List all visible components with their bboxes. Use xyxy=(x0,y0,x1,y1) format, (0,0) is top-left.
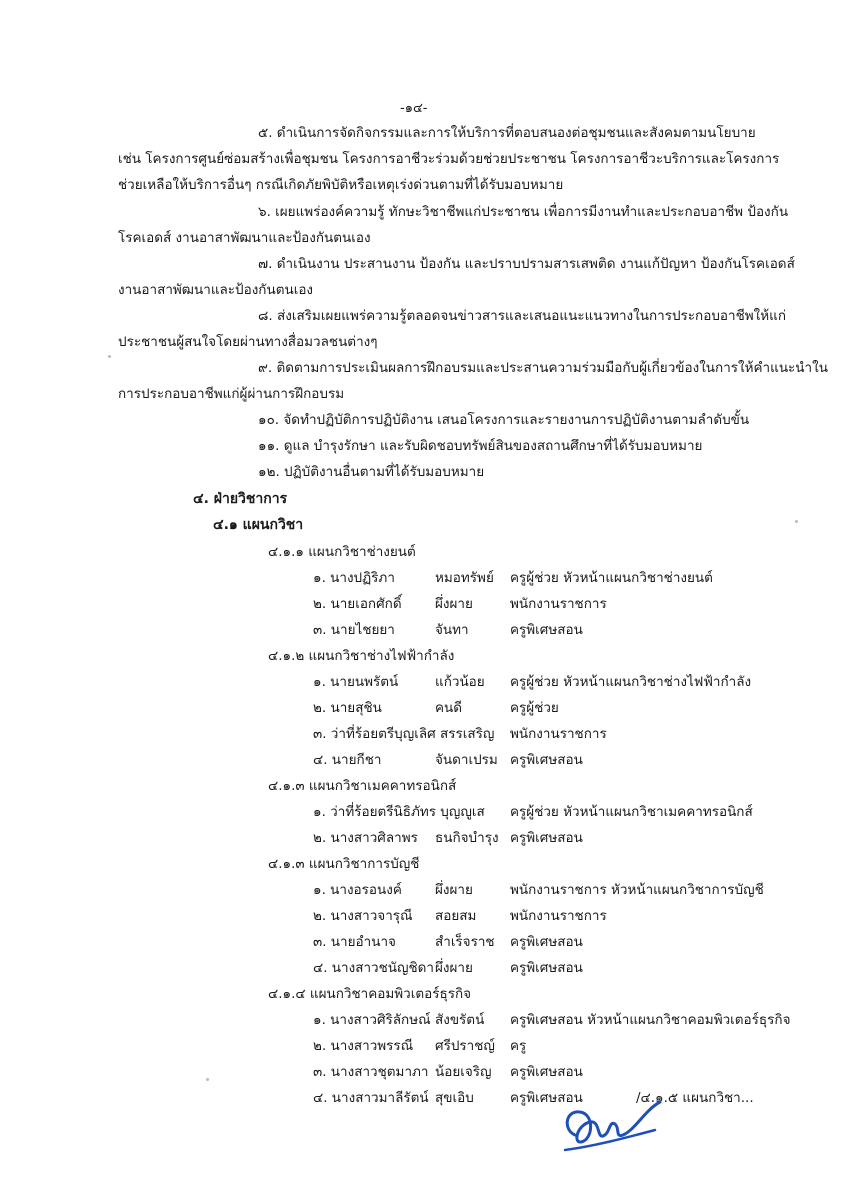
duty-6-line-2: โรคเอดส์ งานอาสาพัฒนาและป้องกันตนเอง xyxy=(118,230,371,246)
duty-7-line-1: ๗. ดำเนินงาน ประสานงาน ป้องกัน และปราบปรามสารเสพติด งานแก้ปัญหา ป้องกันโรคเอดส์ xyxy=(258,256,795,272)
member-position: ครูผู้ช่วย หัวหน้าแผนกวิชาช่างไฟฟ้ากำลัง xyxy=(510,674,752,690)
member-surname: ผึ่งผาย xyxy=(435,960,473,976)
member-position: ครูพิเศษสอน xyxy=(510,830,583,846)
duty-5-line-1: ๕. ดำเนินการจัดกิจกรรมและการให้บริการที่ตอบสนองต่อชุมชนและสังคมตามนโยบาย xyxy=(258,125,756,141)
member-position: ครูพิเศษสอน xyxy=(510,960,583,976)
scan-speck xyxy=(795,520,798,523)
continuation-note: /๔.๑.๕ แผนกวิชา... xyxy=(636,1090,754,1106)
duty-11: ๑๑. ดูแล บำรุงรักษา และรับผิดชอบทรัพย์สินของสถานศึกษาที่ได้รับมอบหมาย xyxy=(258,438,703,454)
member-position: ครูพิเศษสอน xyxy=(510,752,583,768)
member-name: ๒. นางสาวจารุณี xyxy=(313,908,413,924)
member-name: ๑. นางสาวศิริลักษณ์ xyxy=(313,1012,431,1028)
member-name: ๔. นางสาวชนัญชิดา xyxy=(313,960,435,976)
member-name: ๑. นางปฏิริภา xyxy=(313,570,395,586)
member-position: พนักงานราชการ xyxy=(510,596,607,612)
member-surname: ผึ่งผาย xyxy=(435,596,473,612)
member-position: ครูผู้ช่วย หัวหน้าแผนกวิชาช่างยนต์ xyxy=(510,570,713,586)
duty-5-line-3: ช่วยเหลือให้บริการอื่นๆ กรณีเกิดภัยพิบัติหรือเหตุเร่งด่วนตามที่ได้รับมอบหมาย xyxy=(118,177,564,193)
duty-8-line-2: ประชาชนผู้สนใจโดยผ่านทางสื่อมวลชนต่างๆ xyxy=(118,334,378,350)
member-name: ๓. นายไชยยา xyxy=(313,622,395,638)
duty-6-line-1: ๖. เผยแพร่องค์ความรู้ ทักษะวิชาชีพแก่ประชาชน เพื่อการมีงานทำและประกอบอาชีพ ป้องกัน xyxy=(258,204,789,220)
member-surname: จันดาเปรม xyxy=(435,752,498,768)
signature xyxy=(555,1080,675,1160)
member-name: ๓. ว่าที่ร้อยตรีบุญเลิศ สรรเสริญ xyxy=(313,726,495,742)
member-name: ๒. นายเอกศักดิ์ xyxy=(313,596,402,612)
member-name: ๑. นางอรอนงค์ xyxy=(313,882,402,898)
member-surname: ศรีปราชญ์ xyxy=(435,1038,495,1054)
scan-speck xyxy=(206,1078,209,1081)
duty-8-line-1: ๘. ส่งเสริมเผยแพร่ความรู้ตลอดจนข่าวสารและเสนอแนะแนวทางในการประกอบอาชีพให้แก่ xyxy=(258,308,787,324)
scan-speck xyxy=(108,355,111,358)
subsection-title: ๔.๑ แผนกวิชา xyxy=(213,517,304,533)
member-surname: จันทา xyxy=(435,622,469,638)
member-surname: สำเร็จราช xyxy=(435,934,495,950)
member-position: ครูพิเศษสอน xyxy=(510,622,583,638)
member-name: ๔. นางสาวมาลีรัตน์ xyxy=(313,1090,429,1106)
member-surname: สุขเอิบ xyxy=(435,1090,474,1106)
duty-9-line-2: การประกอบอาชีพแก่ผู้ผ่านการฝึกอบรม xyxy=(118,386,345,402)
member-surname: สังขรัตน์ xyxy=(435,1012,485,1028)
member-name: ๔. นายกีชา xyxy=(313,752,382,768)
duty-7-line-2: งานอาสาพัฒนาและป้องกันตนเอง xyxy=(118,282,314,298)
member-position: ครูผู้ช่วย หัวหน้าแผนกวิชาเมคคาทรอนิกส์ xyxy=(510,804,753,820)
duty-9-line-1: ๙. ติดตามการประเมินผลการฝึกอบรมและประสานความร่วมมือกับผู้เกี่ยวข้องในการให้คำแนะนำใน xyxy=(258,360,828,376)
member-name: ๓. นางสาวชุตมาภา xyxy=(313,1064,429,1080)
member-position: ครู xyxy=(510,1038,527,1054)
page-number: -๑๔- xyxy=(400,101,428,116)
member-surname: สอยสม xyxy=(435,908,477,924)
member-name: ๒. นางสาวพรรณี xyxy=(313,1038,414,1054)
member-surname: หมอทรัพย์ xyxy=(435,570,494,586)
department-title: ๔.๑.๑ แผนกวิชาช่างยนต์ xyxy=(268,544,416,560)
member-surname: น้อยเจริญ xyxy=(435,1064,492,1080)
duty-5-line-2: เช่น โครงการศูนย์ซ่อมสร้างเพื่อชุมชน โครงการอาชีวะร่วมด้วยช่วยประชาชน โครงการอาชีวะบริการและโครงการ xyxy=(118,151,780,167)
member-position: ครูพิเศษสอน xyxy=(510,1090,583,1106)
member-position: พนักงานราชการ xyxy=(510,726,607,742)
department-title: ๔.๑.๓ แผนกวิชาการบัญชี xyxy=(268,856,420,872)
duty-12: ๑๒. ปฏิบัติงานอื่นตามที่ได้รับมอบหมาย xyxy=(258,464,485,480)
member-position: พนักงานราชการ หัวหน้าแผนกวิชาการบัญชี xyxy=(510,882,764,898)
member-surname: แก้วน้อย xyxy=(435,674,485,690)
member-position: ครูพิเศษสอน หัวหน้าแผนกวิชาคอมพิวเตอร์ธุรกิจ xyxy=(510,1012,791,1028)
member-position: ครูพิเศษสอน xyxy=(510,1064,583,1080)
member-position: ครูผู้ช่วย xyxy=(510,700,559,716)
section-title: ๔. ฝ่ายวิชาการ xyxy=(193,491,288,507)
member-name: ๓. นายอำนาจ xyxy=(313,934,396,950)
department-title: ๔.๑.๒ แผนกวิชาช่างไฟฟ้ากำลัง xyxy=(268,648,455,664)
member-surname: ผึ่งผาย xyxy=(435,882,473,898)
member-name: ๒. นางสาวศิลาพร xyxy=(313,830,418,846)
member-surname: ธนกิจบำรุง xyxy=(435,830,499,846)
member-name: ๑. ว่าที่ร้อยตรีนิธิภัทร บุญญูเส xyxy=(313,804,485,820)
member-surname: คนดี xyxy=(435,700,463,716)
member-name: ๑. นายนพรัตน์ xyxy=(313,674,399,690)
duty-10: ๑๐. จัดทำปฏิบัติการปฏิบัติงาน เสนอโครงการและรายงานการปฏิบัติงานตามลำดับขั้น xyxy=(258,412,750,428)
member-position: ครูพิเศษสอน xyxy=(510,934,583,950)
member-position: พนักงานราชการ xyxy=(510,908,607,924)
department-title: ๔.๑.๓ แผนกวิชาเมคคาทรอนิกส์ xyxy=(268,778,457,794)
department-title: ๔.๑.๔ แผนกวิชาคอมพิวเตอร์ธุรกิจ xyxy=(268,986,472,1002)
member-name: ๒. นายสุชิน xyxy=(313,700,382,716)
